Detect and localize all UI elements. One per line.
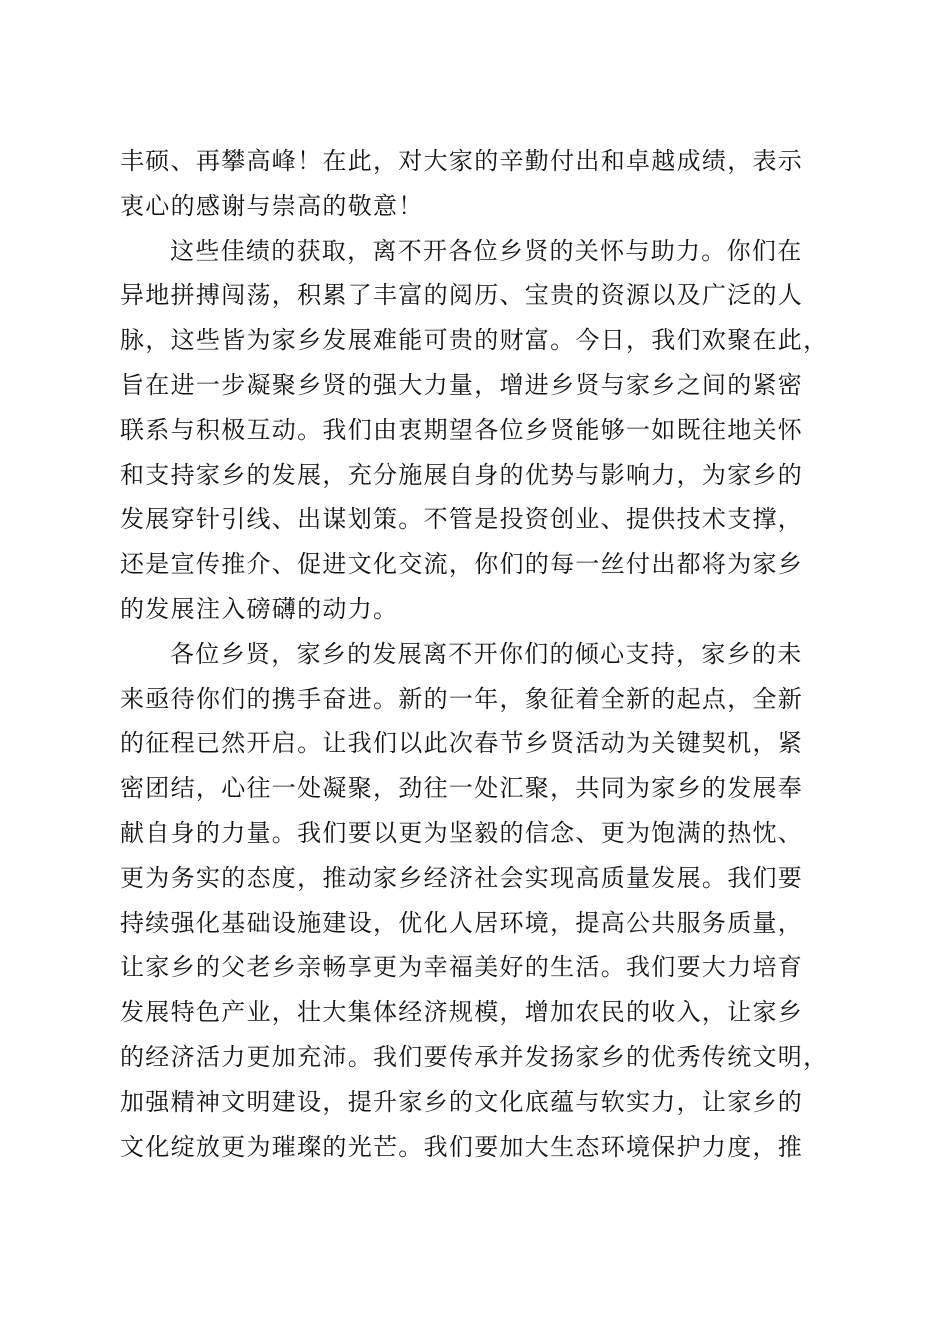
- text-line: 更为务实的态度，推动家乡经济社会实现高质量发展。我们要: [120, 863, 804, 892]
- text-line: 异地拼搏闯荡，积累了丰富的阅历、宝贵的资源以及广泛的人: [120, 281, 804, 310]
- text-line: 旨在进一步凝聚乡贤的强大力量，增进乡贤与家乡之间的紧密: [120, 370, 804, 399]
- text-line: 发展特色产业，壮大集体经济规模，增加农民的收入，让家乡: [120, 998, 804, 1027]
- text-line: 的经济活力更加充沛。我们要传承并发扬家乡的优秀传统文明，: [120, 1042, 829, 1071]
- body-text: [120, 139, 840, 1169]
- text-line: 加强精神文明建设，提升家乡的文化底蕴与软实力，让家乡的: [120, 1087, 804, 1116]
- text-line: 各位乡贤，家乡的发展离不开你们的倾心支持，家乡的未: [170, 639, 803, 668]
- text-line: 的发展注入磅礴的动力。: [120, 594, 399, 623]
- paragraph: [120, 229, 840, 632]
- text-line: 衷心的感谢与崇高的敬意！: [120, 191, 424, 220]
- text-line: 这些佳绩的获取，离不开各位乡贤的关怀与助力。你们在: [170, 236, 803, 265]
- text-line: 和支持家乡的发展，充分施展自身的优势与影响力，为家乡的: [120, 460, 804, 489]
- text-line: 的征程已然开启。让我们以此次春节乡贤活动为关键契机，紧: [120, 729, 804, 758]
- text-line: 文化绽放更为璀璨的光芒。我们要加大生态环境保护力度，推: [120, 1132, 804, 1161]
- paragraph: [120, 139, 840, 229]
- text-line: 还是宣传推介、促进文化交流，你们的每一丝付出都将为家乡: [120, 550, 804, 579]
- text-line: 发展穿针引线、出谋划策。不管是投资创业、提供技术支撑，: [120, 505, 804, 534]
- text-line: 密团结，心往一处凝聚，劲往一处汇聚，共同为家乡的发展奉: [120, 774, 804, 803]
- text-line: 献自身的力量。我们要以更为坚毅的信念、更为饱满的热忱、: [120, 818, 804, 847]
- paragraph: [120, 632, 840, 1170]
- text-line: 让家乡的父老乡亲畅享更为幸福美好的生活。我们要大力培育: [120, 953, 804, 982]
- text-line: 脉，这些皆为家乡发展难能可贵的财富。今日，我们欢聚在此，: [120, 326, 829, 355]
- text-line: 丰硕、再攀高峰！在此，对大家的辛勤付出和卓越成绩，表示: [120, 147, 804, 175]
- text-line: 持续强化基础设施建设，优化人居环境，提高公共服务质量，: [120, 908, 804, 937]
- text-line: 联系与积极互动。我们由衷期望各位乡贤能够一如既往地关怀: [120, 415, 804, 444]
- text-line: 来亟待你们的携手奋进。新的一年，象征着全新的起点，全新: [120, 684, 804, 713]
